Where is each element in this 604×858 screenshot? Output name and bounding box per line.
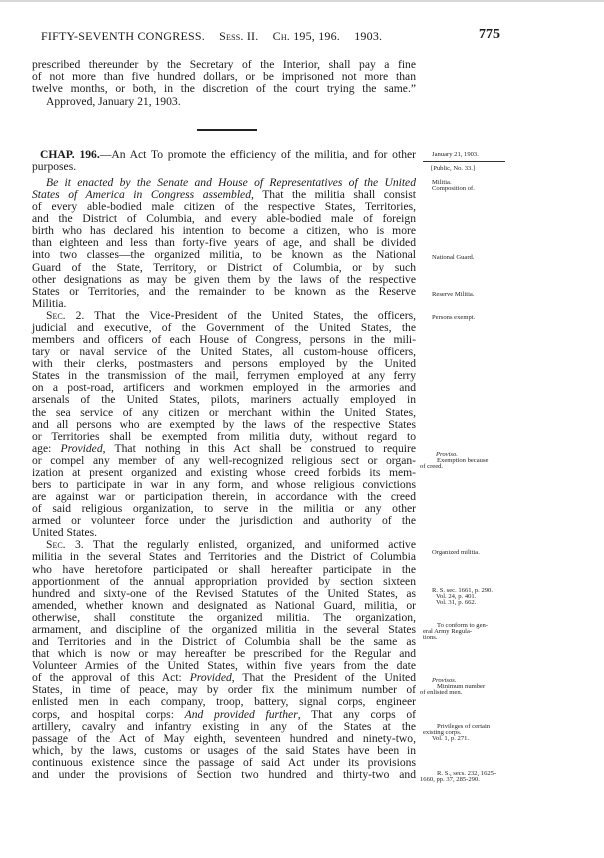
- text-segment: passage of the Act of May eighth, seventeen hundred and ninety-two,: [32, 732, 416, 745]
- text-segment: into two classes—the organized militia, to be known as the National: [32, 248, 416, 261]
- text-segment: United States.: [32, 526, 98, 539]
- margin-note: Persons exempt.: [432, 314, 476, 321]
- text-segment: Approved, January 21, 1903.: [46, 95, 181, 108]
- text-segment: age:: [32, 442, 61, 455]
- margin-note: To conform to gen-: [437, 622, 488, 629]
- italic-text: Be it enacted by the Senate and House of Representatives of the United: [46, 176, 416, 189]
- margin-note: R. S., secs. 232, 1625-: [437, 770, 497, 777]
- text-segment: judicial and executive, of the Government of the United States, the: [32, 321, 416, 334]
- text-segment: Guard of the State, Territory, or District of Columbia, or by such: [32, 261, 416, 274]
- margin-note: R. S. sec. 1661, p. 290.: [432, 587, 493, 594]
- text-segment: States in the transmission of the mail, ferrymen employed at any ferry: [32, 369, 416, 382]
- italic-text: And provided further: [184, 708, 298, 721]
- margin-note: 1660, pp. 37, 285-290.: [420, 776, 480, 783]
- text-segment: 3. That the regularly enlisted, organized, and uniformed active: [65, 538, 416, 551]
- text-segment: of not more than five hundred dollars, or be imprisoned not more than: [32, 70, 416, 83]
- chapter-title-line: [32, 160, 416, 173]
- header-session: Sess. II.: [219, 29, 259, 43]
- text-segment: which, by the laws, customs or usages of the said States have been in: [32, 744, 416, 757]
- text-segment: are against war or participation therein, in accordance with the creed: [32, 490, 416, 503]
- body-line: [32, 550, 416, 563]
- margin-note: Vol. 1, p. 271.: [432, 735, 470, 742]
- text-segment: continuous existence since the passage of said Act under its provisions: [32, 756, 416, 769]
- text-segment: and Territories and in the District of Columbia shall be the same as: [32, 635, 416, 648]
- margin-note: existing corps.: [423, 729, 462, 736]
- page-number: 775: [479, 27, 500, 42]
- text-segment: purposes.: [32, 160, 77, 173]
- text-segment: artillery, cavalry and infantry existing in any of the States at the: [32, 720, 416, 733]
- text-segment: arsenals of the United States, pilots, mariners actually employed in: [32, 393, 416, 406]
- text-segment: amended, whether known and designated as National Guard, militia, or: [32, 599, 416, 612]
- margin-note: Provisos.: [432, 677, 457, 684]
- margin-note: Vol. 31, p. 662.: [436, 599, 477, 606]
- margin-note: Composition of.: [432, 185, 475, 192]
- text-segment: States or Territories, and the remainder to be known as the Reserve: [32, 285, 416, 298]
- margin-date-rule: [423, 161, 505, 162]
- margin-note: of creed.: [420, 463, 444, 470]
- text-segment: tary or naval service of the United States, all custom-house officers,: [32, 345, 416, 358]
- text-segment: , That the President of the United: [231, 671, 416, 684]
- text-segment: the sea service of any citizen or merchant within the United States,: [32, 406, 416, 419]
- text-segment: prescribed thereunder by the Secretary of the Interior, shall pay a fine: [32, 58, 416, 71]
- body-line: [32, 393, 416, 406]
- text-segment: Sec.: [46, 309, 66, 322]
- margin-note: Reserve Militia.: [432, 291, 475, 298]
- chapter-number: CHAP. 196.: [40, 148, 100, 161]
- text-segment: with their clerks, postmasters and persons employed by the United: [32, 357, 416, 370]
- margin-note: Proviso.: [436, 451, 458, 458]
- text-segment: armed or volunteer force under the jurisdiction and authority of the: [32, 514, 416, 527]
- body-line: [32, 248, 416, 261]
- text-segment: armament, and discipline of the organized militia in the several States: [32, 623, 416, 636]
- text-segment: otherwise, shall constitute the organized militia. The organization,: [32, 611, 416, 624]
- text-segment: States, in time of peace, may by order fix the minimum number of: [32, 683, 416, 696]
- text-segment: who have heretofore participated or shall hereafter participate in the: [32, 563, 416, 576]
- text-segment: bers to participate in war in any form, and whose religious convictions: [32, 478, 416, 491]
- margin-note: Exemption because: [437, 457, 489, 464]
- text-segment: of said religious organization, to serve in the militia or any other: [32, 502, 416, 515]
- italic-text: Provided: [189, 671, 232, 684]
- text-segment: that which is now or may hereafter be prescribed for the Regular and: [32, 647, 416, 660]
- text-segment: 2. That the Vice-President of the United States, the officers,: [65, 309, 416, 322]
- text-segment: enlisted men in each company, troop, battery, signal corps, engineer: [32, 695, 416, 708]
- approval-date: [46, 95, 416, 108]
- margin-note: Vol. 24, p. 401.: [436, 593, 477, 600]
- text-segment: , That the militia shall consist: [251, 188, 416, 201]
- margin-note: National Guard.: [432, 254, 475, 261]
- text-segment: apportionment of the annual appropriation provided by section sixteen: [32, 575, 416, 588]
- text-segment: and under the provisions of Section two hundred and thirty-two and: [32, 768, 416, 781]
- margin-note: Militia.: [432, 179, 452, 186]
- text-segment: corps, and hospital corps:: [32, 708, 185, 721]
- header-chapters: Ch. 195, 196.: [272, 29, 341, 43]
- text-segment: Militia.: [32, 297, 67, 310]
- text-segment: , That nothing in this Act shall be construed to require: [102, 442, 416, 455]
- text-segment: or compel any member of any well-recognized religious sect or organ-: [32, 454, 416, 467]
- text-segment: Sec.: [46, 538, 66, 551]
- text-segment: or Territories shall be exempted from militia duty, without regard to: [32, 430, 416, 443]
- text-segment: of the approval of this Act:: [32, 671, 190, 684]
- body-line: [32, 695, 416, 708]
- text-segment: on a post-road, artificers and workmen employed in the armories and: [32, 381, 416, 394]
- margin-note: Privileges of certain: [437, 723, 491, 730]
- text-segment: members and officers of each House of Congress, persons in the mili-: [32, 333, 416, 346]
- margin-note: January 21, 1903.: [432, 151, 479, 158]
- text-segment: —An Act To promote the efficiency of the militia, and for other: [99, 148, 416, 161]
- text-segment: hundred and sixty-one of the Revised Statutes of the United States, as: [32, 587, 416, 600]
- text-segment: ization at present organized and existing whose creed forbids its mem-: [32, 466, 416, 479]
- text-segment: militia in the several States and Territories and the District of Columbia: [32, 550, 416, 563]
- margin-note: [Public, No. 33.]: [431, 165, 476, 172]
- scan-top-edge: [0, 0, 604, 2]
- text-segment: other designations as may be given them by the laws of the respective: [32, 273, 416, 286]
- text-segment: of every able-bodied male citizen of the respective States, Territories,: [32, 200, 416, 213]
- margin-note: Minimum number: [437, 683, 486, 690]
- body-line: [32, 768, 416, 781]
- running-header: [41, 29, 393, 44]
- text-segment: twelve months, or both, in the discretion of the court trying the same.”: [32, 82, 416, 95]
- header-year: 1903.: [354, 29, 383, 43]
- chapter-separator-rule: [197, 129, 257, 131]
- margin-note: Organized militia.: [432, 549, 480, 556]
- text-line: [32, 82, 416, 95]
- text-segment: birth who has declared his intention to become a citizen, who is more: [32, 224, 416, 237]
- italic-text: States of America in Congress assembled: [32, 188, 251, 201]
- margin-note: tions.: [423, 634, 438, 641]
- text-segment: than eighteen and less than forty-five years of age, and shall be divided: [32, 236, 416, 249]
- text-segment: and all persons who are exempted by the laws of the respective States: [32, 418, 416, 431]
- text-segment: Volunteer Armies of the United States, within five years from the date: [32, 659, 416, 672]
- header-congress: FIFTY-SEVENTH CONGRESS.: [41, 29, 205, 43]
- text-segment: and the District of Columbia, and every able-bodied male of foreign: [32, 212, 416, 225]
- text-segment: , That any corps of: [297, 708, 417, 721]
- italic-text: Provided: [60, 442, 103, 455]
- margin-note: of enlisted men.: [420, 689, 463, 696]
- margin-note: eral Army Regula-: [423, 628, 473, 635]
